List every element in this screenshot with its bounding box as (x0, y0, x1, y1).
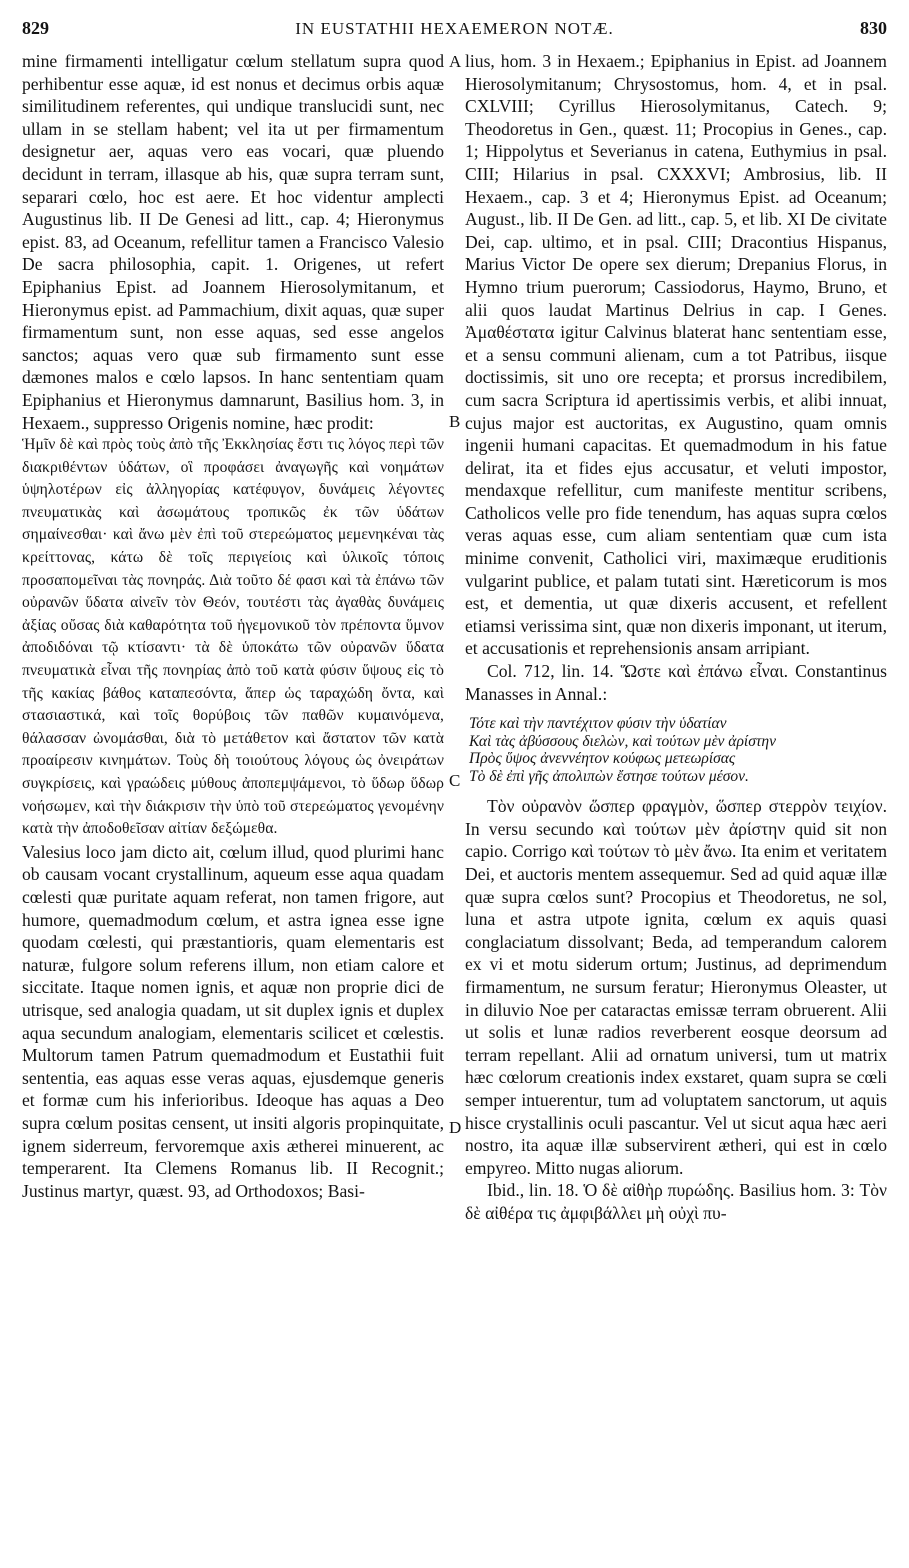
margin-marker-d: D (449, 1118, 462, 1137)
verse-quotation (469, 715, 887, 785)
left-greek-quotation: Ἡμῖν δὲ καὶ πρὸς τοὺς ἀπὸ τῆς Ἐκκλησίας ἔστι τις λόγος περὶ τῶν διακριθέντων ὑδάτων, οἳ προφάσει ἀναγωγῆς καὶ νοημάτων ὑψηλοτέρων εἰς ἀλληγορίας κατέφυγον, δυνάμεις λέγοντες πνευματικὰς καὶ ἀσωμάτους τροπικῶς ἐκ τῶν ὑδάτων σημαίνεσθαι· καὶ ἄνω μὲν ἐπὶ τοῦ στερεώματος μεμενηκέναι τὰς κρείττονας, κάτω δὲ τοῖς περιγείοις καὶ ὑλικοῖς τόποις προσαπομεῖναι τὰς πονηράς. Διὰ τοῦτο δέ φασι καὶ τὰ ἐπάνω τῶν οὐρανῶν ὕδατα αἰνεῖν τὸν Θεόν, τουτέστι τὰς ἀγαθὰς δυνάμεις ἀξίας οὔσας διὰ καθαρότητα τοῦ ἡγεμονικοῦ τὸν πρέποντα ὕμνον ἀποδιδόναι τῷ κτίσαντι· τὰ δὲ ὑποκάτω τῶν οὐρανῶν ὕδατα πνευματικὰ εἶναι τῆς πονηρίας ἀπὸ τοῦ κατὰ φύσιν ὕψους εἰς τὸ τῆς κακίας βάθος καταπεσόντα, ἅπερ ὡς ταραχώδη ὄντα, καὶ στασιαστικά, καὶ τοῖς θορύβοις τῶν παθῶν κυμαινόμενα, θάλασσαν ὠνομάσθαι, διὰ τὸ μετάθετον καὶ ἄστατον τῶν κατὰ προαίρεσιν κινημάτων. Τοὺς δὴ τοιούτους λόγους ὡς ὀνειράτων συγκρίσεις, καὶ γραώδεις μύθους ἀποπεμψάμενοι, τὸ ὕδωρ ὕδωρ νοήσωμεν, καὶ τὴν διάκρισιν τὴν ὑπὸ τοῦ στερεώματος γενομένην κατὰ τὴν ἀποδοθεῖσαν αἰτίαν δεξώμεθα. (22, 436, 444, 838)
right-note-col712: Col. 712, lin. 14. Ὥστε καὶ ἐπάνω εἶναι. Constantinus Manasses in Annal.: (465, 661, 887, 704)
right-column (465, 50, 887, 1560)
running-header (22, 18, 887, 48)
margin-marker-b: B (449, 412, 461, 431)
left-paragraph-1: mine firmamenti intelligatur cœlum stellatum supra quod perhibentur esse aquæ, id est nonus et decimus orbis aquæ similitudinem referentes, qui undique translucidi sunt, nec ullam in se stellam habent; vel ita ut per firmamentum designetur aer, aquas vero eas vocari, quæ pluendo decidunt in terram, illasque ab his, quæ supra terram sunt, separari cœlo, hoc est aere. Et hoc videntur amplecti Augustinus lib. II De Genesi ad litt., cap. 4; Hieronymus epist. 83, ad Oceanum, refellitur tamen a Francisco Valesio De sacra philosophia, capit. 1. Origenes, ut refert Epiphanius Epist. ad Joannem Hierosolymitanum, et Hieronymus epist. ad Pammachium, dixit aquas, quæ super firmamentum sunt, non esse aquas, sed esse angelos sanctos; aquas vero quæ sub firmamento sunt esse dæmones malos e cœlo lapsos. In hanc sententiam quam Epiphanius et Hieronymus damnarunt, Basilius hom. 3, in Hexaem., suppresso Origenis nomine, hæc prodit: (22, 51, 444, 433)
right-paragraph-1: lius, hom. 3 in Hexaem.; Epiphanius in Epist. ad Joannem Hierosolymitanum; Chrysostomus, hom. 4, et in psal. CXLVIII; Cyrillus Hierosolymitanus, Catech. 9; Theodoretus in Gen., quæst. 11; Procopius in Genes., cap. 1; Hippolytus et Severianus in catena, Euthymius in psal. CIII; Hilarius in psal. CXXXVI; Ambrosius, lib. II Hexaem., cap. 3 et 4; Hieronymus Epist. ad Oceanum; August., lib. II De Gen. ad litt., cap. 5, et lib. XI De civitate Dei, cap. ultimo, et in psal. CIII; Dracontius Hispanus, Marius Victor De opere sex dierum; Drepanius Florus, in Hymno trium puerorum; Cassiodorus, Haymo, Bruno, et alii quos laudat Martinus Delrius in cap. I Genes. Ἀμαθέστατα igitur Calvinus blaterat hanc sententiam esse, et a sensu communi alienam, cum a tot Patribus, iisque doctissimis, sit uno ore recepta; et prorsus incredibilem, cum sacra Scriptura id apertissimis verbis, et alibi innuat, cujus major est auctoritas, ex Augustino, quam omnis ingenii humani capacitas. Et quemadmodum in his fatue delirat, ita et fides ejus accusatur, et veluti impostor, mendaxque refellitur, cum manifeste mentitur scribens, Catholicos velle pro fide tenendum, has aquas supra cœlos veras aquas esse, cum aliam sententiam quæ cum ista minime convenit, Catholici viri, maximæque eruditionis vulgarint publice, et palam tutati sint. Hæreticorum is mos est, et dementia, ut quæ dixeris accusent, et refellent etiamsi verissima sint, quæ non dixeris imponant, ut iterum, et accusationis et reprehensionis ansam arripiant. (465, 51, 887, 659)
running-title: IN EUSTATHII HEXAEMERON NOTÆ. (295, 19, 614, 38)
margin-marker-c: C (449, 771, 461, 790)
verse-line: Καὶ τὰς ἀβύσσους διελὼν, καὶ τούτων μὲν ἀρίστην (469, 732, 776, 750)
page-number-left: 829 (22, 18, 49, 38)
verse-line: Τότε καὶ τὴν παντέχιτον φύσιν τὴν ὑδατίαν (469, 715, 727, 733)
page-number-right: 830 (860, 18, 887, 38)
margin-marker-a: A (449, 52, 462, 71)
right-paragraph-2: Τὸν οὐρανὸν ὥσπερ φραγμὸν, ὥσπερ στερρὸν τειχίον. In versu secundo καὶ τούτων μὲν ἀρίστην quid sit non capio. Corrigo καὶ τούτων τὸ μὲν ἄνω. Ita enim et veritatem Dei, et auctoris mentem assequemur. Sed ad quid aquæ illæ quæ supra cœlos sunt? Procopius et Theodoretus, ne sol, luna et astra utpote ignita, cœlum ex aquis quasi conglaciatum dissolvant; Beda, ad temperandum calorem ex vi et motu siderum ortum; Justinus, ad deprimendum firmamentum, ne sursum feratur; Hieronymus Oleaster, ut in diluvio Noe per cataractas emissæ terram obruerent. Alii ut solis et lunæ radios reverberent eosque deorsum ad terram repellant. Alii ad ornatum universi, tum ut matrix hæc cœlorum creationis index exstaret, quam supra se cœli semper intuerentur, tum ad voluptatem sanctorum, ut aquis hisce crystallinis oculi pascantur. Vel ut sicut aqua hæc aeri nostro, ita aquæ illæ subservirent ætheri, qui est in cœlo empyreo. Mitto nugas aliorum. (465, 796, 887, 1178)
left-column (22, 50, 444, 1560)
verse-line: Πρὸς ὕψος ἀνεννέητον κούφως μετεωρίσας (469, 750, 736, 768)
verse-line: Τὸ δὲ ἐπὶ γῆς ἀπολιπὼν ἔστησε τούτων μέσον. (469, 767, 749, 785)
right-note-lin18: Ibid., lin. 18. Ὁ δὲ αἰθὴρ πυρώδης. Basilius hom. 3: Τὸν δὲ αἰθέρα τις ἀμφιβάλλει μὴ οὐχὶ πυ- (465, 1180, 887, 1223)
left-paragraph-2: Valesius loco jam dicto ait, cœlum illud, quod plurimi hanc ob causam vocant crystallinum, aqueum esse aqua quadam cœlesti quæ puritate aquam referat, non tamen frigore, aut humore, quemadmodum cœlum, et astra ignea esse igne quodam cœlesti, qui præstantioris, quam elementaris est naturæ, fulgore solum referens illum, non etiam calore et siccitate. Itaque nomen ignis, et aquæ non proprie dici de utrisque, sed analogia quadam, ut sit duplex ignis et duplex aqua secundum analogiam, elementaris scilicet et cœlestis. Multorum tamen Patrum quemadmodum et Eustathii fuit sententia, eas aquas esse veras aquas, ejusdemque generis et formæ cum his inferioribus. Ideoque has aquas a Deo supra cœlum positas censent, ut insiti algoris propinquitate, ignem siderreum, fervoremque axis ætherei minuerent, ac temperarent. Ita Clemens Romanus lib. II Recognit.; Justinus martyr, quæst. 93, ad Orthodoxos; Basi- (22, 841, 444, 1201)
